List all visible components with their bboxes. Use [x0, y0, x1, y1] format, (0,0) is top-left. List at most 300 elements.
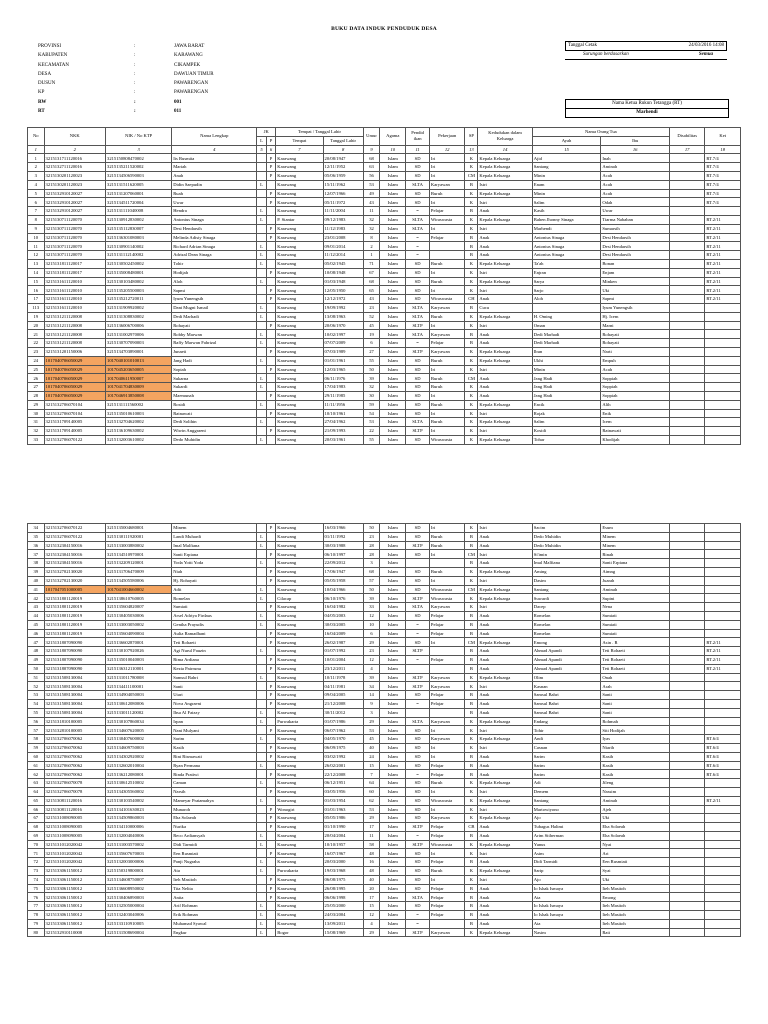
table-row: [28, 409, 741, 418]
table-cell: Iri: [429, 224, 464, 233]
table-cell: Empuh: [601, 356, 670, 365]
table-cell: Karawang: [276, 761, 323, 770]
table-cell: SD: [406, 268, 430, 277]
table-cell: Pelajar: [429, 893, 464, 902]
table-cell: P: [266, 823, 275, 832]
table-cell: 51: [28, 673, 45, 682]
table-cell: Karyawan: [429, 814, 464, 823]
table-cell: Islam: [380, 312, 406, 321]
table-cell: [266, 858, 275, 867]
table-cell: 3215131807090090: [44, 655, 105, 664]
table-cell: =: [406, 831, 430, 840]
table-cell: 3215136109630002: [106, 427, 172, 436]
table-cell: L: [257, 400, 266, 409]
table-cell: B: [465, 858, 478, 867]
table-cell: 3215132706070122: [44, 532, 105, 541]
table-cell: L: [257, 207, 266, 216]
table-cell: [266, 911, 275, 920]
table-cell: Karawang: [276, 189, 323, 198]
table-cell: Karawang: [276, 893, 323, 902]
table-cell: [266, 761, 275, 770]
table-cell: SLTP: [406, 321, 430, 330]
table-cell: P: [266, 752, 275, 761]
table-cell: [266, 796, 275, 805]
table-cell: 16/04/1982: [323, 603, 363, 612]
table-cell: [429, 708, 464, 717]
table-cell: 25: [28, 365, 45, 374]
table-cell: [705, 524, 741, 533]
table-cell: Kepala Keluarga: [478, 567, 532, 576]
table-cell: [669, 831, 704, 840]
table-cell: 3215130406890003: [106, 893, 172, 902]
table-cell: Desi Hendarsih: [601, 251, 670, 260]
table-cell: 10/10/1957: [323, 840, 363, 849]
table-cell: [669, 691, 704, 700]
table-cell: 23: [363, 532, 380, 541]
table-cell: 58: [28, 735, 45, 744]
table-cell: 3215132304150016: [44, 550, 105, 559]
table-cell: Tohir: [172, 259, 257, 268]
table-cell: K: [465, 224, 478, 233]
table-cell: 3215134511720004: [106, 198, 172, 207]
table-cell: Nasim: [532, 928, 601, 937]
table-cell: 26/08/1995: [323, 884, 363, 893]
table-cell: SD: [406, 691, 430, 700]
table-cell: [257, 427, 266, 436]
table-cell: Dedo Muhidin: [532, 532, 601, 541]
table-cell: 3215132706070078: [44, 779, 105, 788]
table-cell: Karawang: [276, 603, 323, 612]
table-cell: Istri: [478, 198, 532, 207]
col-ttl-header: Tempat / Tanggal Lahir: [276, 128, 363, 137]
table-cell: Sumiati: [601, 611, 670, 620]
table-cell: 44: [28, 611, 45, 620]
table-cell: [669, 770, 704, 779]
table-cell: Karyawan: [429, 735, 464, 744]
table-cell: [669, 576, 704, 585]
table-cell: 30/11/2012: [323, 708, 363, 717]
table-cell: Dani Mugni Ismail: [172, 303, 257, 312]
table-cell: Karawang: [276, 699, 323, 708]
table-cell: Ajo: [532, 875, 601, 884]
table-cell: 32: [28, 427, 45, 436]
table-cell: Rojak: [532, 409, 601, 418]
table-cell: Buruh: [429, 867, 464, 876]
table-cell: Anak: [478, 708, 532, 717]
table-cell: 69: [28, 831, 45, 840]
table-cell: 1017040101010013: [106, 356, 172, 365]
table-cell: L: [257, 911, 266, 920]
table-cell: [257, 752, 266, 761]
table-cell: 19/03/1968: [323, 867, 363, 876]
table-cell: 53: [363, 805, 380, 814]
table-cell: Eha Solaeah: [172, 814, 257, 823]
table-cell: [669, 198, 704, 207]
table-cell: 3215130612080006: [106, 699, 172, 708]
table-cell: [669, 911, 704, 920]
table-cell: 12: [363, 911, 380, 920]
table-cell: Anita: [172, 893, 257, 902]
table-cell: 3: [363, 559, 380, 568]
table-cell: Anah: [172, 171, 257, 180]
table-cell: Istri: [478, 409, 532, 418]
table-cell: Karawang: [276, 321, 323, 330]
table-cell: [705, 356, 741, 365]
table-cell: [429, 242, 464, 251]
table-cell: [257, 391, 266, 400]
table-cell: 76: [28, 893, 45, 902]
table-cell: Islam: [380, 321, 406, 330]
table-cell: 3215133003050002: [106, 620, 172, 629]
table-cell: Si'imin: [532, 550, 601, 559]
table-cell: 39: [363, 374, 380, 383]
table-cell: SD: [406, 638, 430, 647]
table-cell: 3215131611120010: [44, 277, 105, 286]
table-cell: [266, 418, 275, 427]
table-cell: Rohayati: [172, 321, 257, 330]
table-cell: Islam: [380, 559, 406, 568]
table-cell: Aulia Ramadhani: [172, 629, 257, 638]
table-cell: Rini Rismawati: [172, 752, 257, 761]
table-cell: 11: [363, 831, 380, 840]
table-cell: [705, 787, 741, 796]
table-cell: 3215131811120017: [44, 259, 105, 268]
table-cell: P: [266, 770, 275, 779]
table-cell: [669, 303, 704, 312]
table-cell: Karawang: [276, 171, 323, 180]
table-cell: K: [465, 717, 478, 726]
table-cell: SD: [406, 286, 430, 295]
table-cell: L: [257, 339, 266, 348]
table-cell: Een Rusmiati: [172, 849, 257, 858]
table-cell: Islam: [380, 620, 406, 629]
table-cell: 3215131112140002: [106, 251, 172, 260]
table-cell: Istri: [478, 805, 532, 814]
table-cell: [257, 629, 266, 638]
table-cell: [266, 532, 275, 541]
table-cell: Buruh: [429, 532, 464, 541]
table-cell: [266, 611, 275, 620]
table-cell: 33: [363, 603, 380, 612]
table-cell: [257, 814, 266, 823]
table-cell: Sarim: [532, 770, 601, 779]
table-cell: K: [465, 391, 478, 400]
table-cell: Santang: [532, 163, 601, 172]
column-number: 2: [44, 145, 105, 154]
table-cell: 3215135008480001: [106, 268, 172, 277]
table-cell: Teti Rohaeti: [172, 638, 257, 647]
meta-value: 011: [174, 109, 182, 115]
table-cell: Aminah: [601, 796, 670, 805]
table-cell: SD: [406, 532, 430, 541]
table-cell: 3215136608950002: [106, 884, 172, 893]
table-cell: 3215131801120019: [44, 603, 105, 612]
table-cell: Desi Hendarsih: [172, 224, 257, 233]
table-cell: L: [257, 673, 266, 682]
table-cell: [257, 163, 266, 172]
table-cell: Karawang: [276, 743, 323, 752]
table-cell: Iri: [429, 427, 464, 436]
table-cell: Antonius Sinaga: [172, 215, 257, 224]
table-cell: 3215136301080003: [106, 233, 172, 242]
table-cell: B: [465, 339, 478, 348]
table-cell: Islam: [380, 189, 406, 198]
table-cell: CM: [465, 585, 478, 594]
table-cell: 3215135010040003: [106, 655, 172, 664]
table-cell: SLTP: [406, 823, 430, 832]
table-cell: Islam: [380, 418, 406, 427]
table-cell: L: [257, 831, 266, 840]
column-number: 7: [276, 145, 323, 154]
table-cell: 3215130107860034: [106, 717, 172, 726]
table-cell: 3: [363, 708, 380, 717]
table-cell: Jang Hadi: [532, 383, 601, 392]
table-cell: [429, 919, 464, 928]
table-cell: 29: [363, 717, 380, 726]
table-cell: Karawang: [276, 383, 323, 392]
table-cell: L: [257, 611, 266, 620]
table-cell: 6: [363, 629, 380, 638]
table-cell: Pelajar: [429, 655, 464, 664]
table-cell: 3215131508130004: [44, 708, 105, 717]
table-cell: Kepala Keluarga: [478, 779, 532, 788]
table-row: [28, 884, 741, 893]
table-cell: 52: [363, 312, 380, 321]
table-cell: L: [257, 242, 266, 251]
table-row: [28, 594, 741, 603]
table-cell: L: [257, 647, 266, 656]
table-cell: [705, 620, 741, 629]
table-cell: Mariah: [172, 163, 257, 172]
table-cell: [669, 735, 704, 744]
table-cell: Dedi Marhadi: [532, 330, 601, 339]
table-cell: L: [257, 779, 266, 788]
table-row: [28, 541, 741, 550]
table-cell: Adit: [172, 585, 257, 594]
table-cell: Kepala Keluarga: [478, 796, 532, 805]
table-cell: Buruh: [429, 189, 464, 198]
table-cell: [705, 919, 741, 928]
table-cell: 28: [363, 550, 380, 559]
table-cell: Anak: [478, 919, 532, 928]
table-cell: Karawang: [276, 242, 323, 251]
table-cell: Uki: [601, 286, 670, 295]
table-cell: 30: [363, 391, 380, 400]
table-cell: 3215132706070062: [44, 761, 105, 770]
table-cell: [266, 435, 275, 444]
table-cell: 3215131801120019: [44, 611, 105, 620]
table-cell: Karawang: [276, 303, 323, 312]
table-cell: Anak: [478, 391, 532, 400]
table-cell: [669, 743, 704, 752]
table-cell: [669, 277, 704, 286]
table-cell: [257, 699, 266, 708]
table-cell: Istri: [478, 224, 532, 233]
table-cell: 3215136006700006: [106, 321, 172, 330]
table-cell: Acah: [601, 365, 670, 374]
table-cell: Maemunah: [172, 391, 257, 400]
table-cell: Acah: [601, 180, 670, 189]
table-cell: Anak: [478, 699, 532, 708]
table-cell: SD: [406, 356, 430, 365]
table-cell: SD: [406, 295, 430, 304]
table-cell: 39: [363, 594, 380, 603]
table-row: [28, 743, 741, 752]
table-cell: Islam: [380, 524, 406, 533]
table-cell: Niarih: [601, 743, 670, 752]
table-cell: Karawang: [276, 735, 323, 744]
table-row: [28, 867, 741, 876]
table-cell: L: [257, 330, 266, 339]
table-cell: Islam: [380, 576, 406, 585]
table-cell: 12/07/1966: [323, 189, 363, 198]
table-cell: RT.2/11: [705, 233, 741, 242]
table-cell: 3215133061150012: [44, 884, 105, 893]
table-cell: Esum: [601, 524, 670, 533]
table-cell: [705, 427, 741, 436]
meta-value: 001: [174, 99, 182, 105]
table-cell: Teti Rohaeti: [601, 647, 670, 656]
table-cell: 3215132706070104: [44, 400, 105, 409]
table-cell: Islam: [380, 893, 406, 902]
table-cell: [669, 919, 704, 928]
table-cell: Anak: [478, 383, 532, 392]
table-cell: Karyawan: [429, 682, 464, 691]
table-cell: Istri: [478, 875, 532, 884]
table-cell: L: [257, 858, 266, 867]
table-row: [28, 655, 741, 664]
table-cell: Karyawan: [429, 717, 464, 726]
table-row: [28, 321, 741, 330]
table-cell: 3215130612510002: [106, 779, 172, 788]
table-cell: Rinda Pratiwi: [172, 770, 257, 779]
table-cell: 3215130711120070: [44, 224, 105, 233]
table-cell: Karawang: [276, 787, 323, 796]
table-row: [28, 383, 741, 392]
table-cell: Utari: [172, 691, 257, 700]
table-cell: [669, 796, 704, 805]
table-cell: SLTA: [406, 224, 430, 233]
table-cell: Istri: [478, 365, 532, 374]
table-cell: [669, 374, 704, 383]
table-cell: 33: [28, 435, 45, 444]
table-cell: [266, 303, 275, 312]
table-cell: Wiraswasta: [429, 295, 464, 304]
table-cell: 24: [363, 752, 380, 761]
table-cell: 07/07/2009: [323, 339, 363, 348]
table-cell: RT.2/11: [705, 655, 741, 664]
table-cell: Islam: [380, 647, 406, 656]
table-cell: Islam: [380, 330, 406, 339]
table-cell: SD: [406, 567, 430, 576]
table-cell: 24/03/2004: [323, 911, 363, 920]
table-cell: Karawang: [276, 585, 323, 594]
table-cell: 3215131810100005: [44, 717, 105, 726]
table-cell: [669, 761, 704, 770]
table-cell: Jang Hadi: [532, 374, 601, 383]
table-cell: Kepala Keluarga: [478, 418, 532, 427]
table-cell: Gentha Prayudis: [172, 620, 257, 629]
table-cell: 26: [28, 374, 45, 383]
table-cell: Rosidi: [172, 400, 257, 409]
table-cell: Anak: [478, 664, 532, 673]
table-cell: Teti Rohaeti: [601, 664, 670, 673]
table-cell: Istri: [478, 286, 532, 295]
table-cell: Jileng: [601, 779, 670, 788]
table-cell: Anak: [478, 620, 532, 629]
print-date-label: Tanggal Cetak: [568, 43, 597, 48]
table-row: [28, 251, 741, 260]
table-cell: 3215131211120008: [44, 339, 105, 348]
table-cell: [669, 321, 704, 330]
table-cell: Iri: [429, 726, 464, 735]
table-cell: Karawang: [276, 207, 323, 216]
table-cell: Pelajar: [429, 823, 464, 832]
table-cell: 3215134411100001: [106, 682, 172, 691]
table-cell: 56: [363, 171, 380, 180]
table-cell: Karawang: [276, 550, 323, 559]
table-cell: Karawang: [276, 295, 323, 304]
col-umur-header: Umur: [363, 128, 380, 146]
table-row: [28, 567, 741, 576]
header-row: [28, 128, 741, 137]
table-cell: 3215133061150012: [44, 875, 105, 884]
table-cell: P: [266, 699, 275, 708]
table-cell: Islam: [380, 655, 406, 664]
table-cell: 35: [28, 532, 45, 541]
table-cell: Iri: [429, 198, 464, 207]
table-cell: 11/12/1983: [323, 224, 363, 233]
table-cell: 17/04/1983: [323, 383, 363, 392]
table-cell: Anak: [478, 752, 532, 761]
table-cell: [429, 664, 464, 673]
table-cell: [669, 655, 704, 664]
table-cell: Iri: [429, 365, 464, 374]
table-cell: 4: [28, 180, 45, 189]
table-cell: 19: [28, 312, 45, 321]
population-table-1: [27, 127, 741, 445]
table-cell: Anak: [478, 532, 532, 541]
table-cell: 31: [28, 418, 45, 427]
table-cell: Uki: [601, 814, 670, 823]
table-cell: Islam: [380, 796, 406, 805]
table-cell: 3215135212720011: [106, 295, 172, 304]
table-cell: 3215132910120027: [44, 207, 105, 216]
table-cell: RT.2/11: [705, 268, 741, 277]
table-cell: =: [406, 242, 430, 251]
table-cell: 54: [363, 409, 380, 418]
table-cell: B: [465, 207, 478, 216]
table-cell: SD: [406, 814, 430, 823]
table-row: [28, 603, 741, 612]
table-cell: Karawang: [276, 559, 323, 568]
table-cell: RT.2/11: [705, 224, 741, 233]
table-cell: Wiraswasta: [429, 594, 464, 603]
table-cell: 09/01/2014: [323, 242, 363, 251]
table-cell: Ratnawati: [172, 409, 257, 418]
table-cell: 20: [363, 884, 380, 893]
table-cell: Een Rusmiati: [601, 858, 670, 867]
table-cell: [266, 374, 275, 383]
table-cell: [705, 321, 741, 330]
table-cell: P: [266, 629, 275, 638]
col-ket-header: Ket: [705, 128, 741, 146]
table-cell: Karawang: [276, 277, 323, 286]
table-cell: Endang: [532, 717, 601, 726]
table-cell: Bogor: [276, 928, 323, 937]
table-cell: 05/05/1958: [323, 576, 363, 585]
table-cell: RT.7/4: [705, 198, 741, 207]
